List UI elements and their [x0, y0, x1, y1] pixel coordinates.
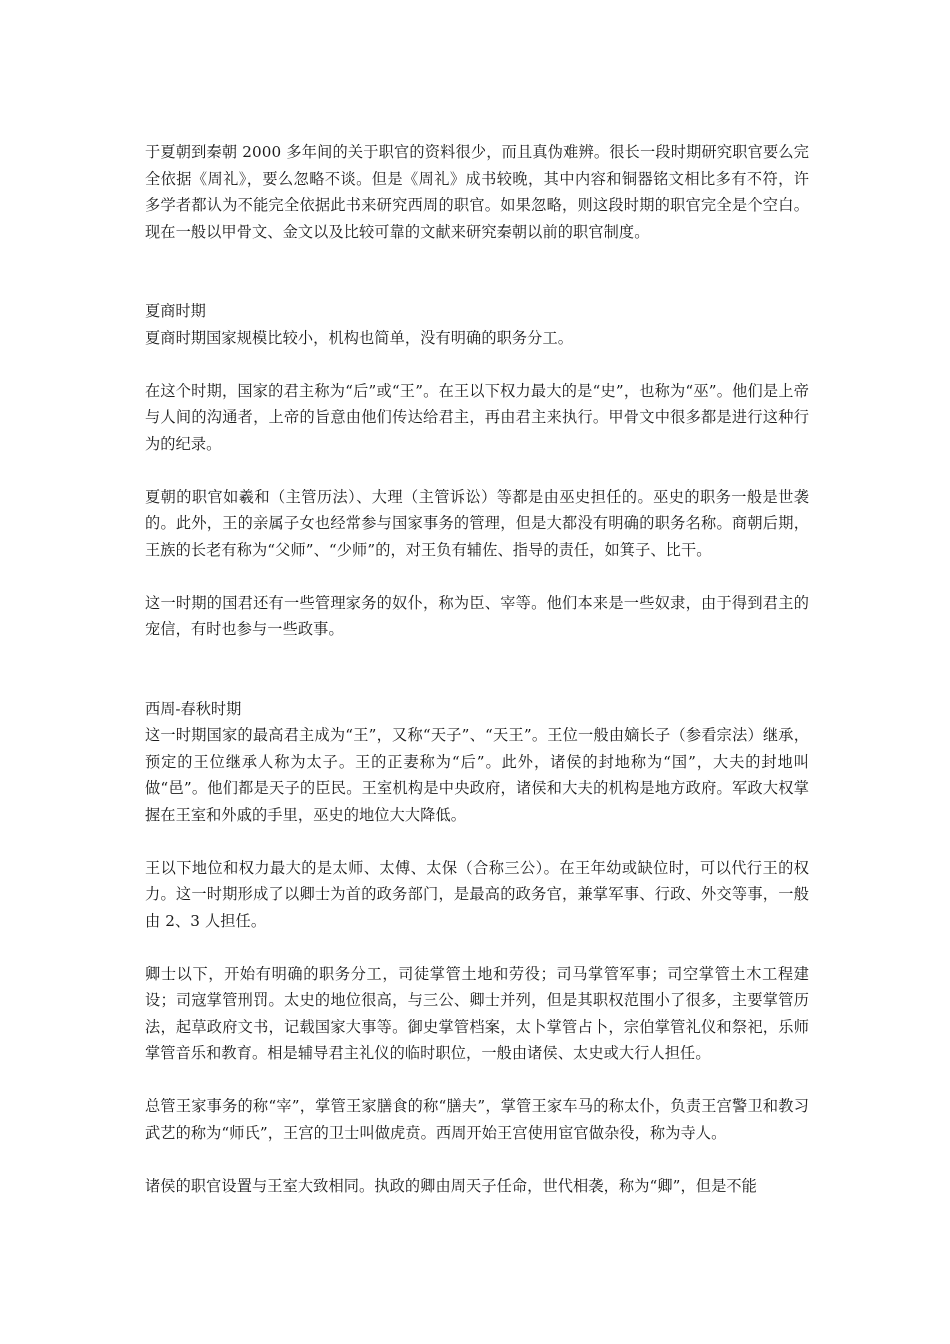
- paragraph: 夏朝的职官如羲和（主管历法）、大理（主管诉讼）等都是由巫史担任的。巫史的职务一般是世袭的。此外，王的亲属子女也经常参与国家事务的管理，但是大都没有明确的职务名称。商朝后期，王族的长老有称为“父师”、“少师”的，对王负有辅佐、指导的责任，如箕子、比干。: [145, 487, 809, 559]
- paragraph: 卿士以下，开始有明确的职务分工，司徒掌管土地和劳役；司马掌管军事；司空掌管土木工程建设；司寇掌管刑罚。太史的地位很高，与三公、卿士并列，但是其职权范围小了很多，主要掌管历法，起草政府文书，记载国家大事等。御史掌管档案，太卜掌管占卜，宗伯掌管礼仪和祭祀，乐师掌管音乐和教育。相是辅导君主礼仪的临时职位，一般由诸侯、太史或大行人担任。: [145, 964, 809, 1062]
- paragraph: 诸侯的职官设置与王室大致相同。执政的卿由周天子任命，世代相袭，称为“卿”，但是不能: [145, 1176, 757, 1195]
- paragraph: 夏商时期国家规模比较小，机构也简单，没有明确的职务分工。: [145, 328, 574, 347]
- document-page: [145, 139, 809, 1199]
- section-heading-western-zhou: 西周-春秋时期: [145, 699, 242, 718]
- intro-paragraph: 于夏朝到秦朝 2000 多年间的关于职官的资料很少，而且真伪难辨。很长一段时期研究职官要么完全依据《周礼》，要么忽略不谈。但是《周礼》成书较晚，其中内容和铜器铭文相比多有不符，许多学者都认为不能完全依据此书来研究西周的职官。如果忽略，则这段时期的职官完全是个空白。现在一般以甲骨文、金文以及比较可靠的文献来研究秦朝以前的职官制度。: [145, 143, 809, 241]
- paragraph: 王以下地位和权力最大的是太师、太傅、太保（合称三公）。在王年幼或缺位时，可以代行王的权力。这一时期形成了以卿士为首的政务部门，是最高的政务官，兼掌军事、行政、外交等事，一般由 2、3 人担任。: [145, 858, 809, 930]
- spacer: [145, 563, 809, 590]
- spacer: [145, 643, 809, 696]
- section-heading-xia-shang: 夏商时期: [145, 302, 206, 320]
- paragraph: 在这个时期，国家的君主称为“后”或“王”。在王以下权力最大的是“史”，也称为“巫”。他们是上帝与人间的沟通者，上帝的旨意由他们传达给君主，再由君主来执行。甲骨文中很多都是进行这种行为的纪录。: [145, 381, 809, 453]
- spacer: [145, 934, 809, 961]
- spacer: [145, 245, 809, 298]
- spacer: [145, 1067, 809, 1094]
- paragraph: 这一时期的国君还有一些管理家务的奴仆，称为臣、宰等。他们本来是一些奴隶，由于得到君主的宠信，有时也参与一些政事。: [145, 593, 809, 638]
- spacer: [145, 828, 809, 855]
- spacer: [145, 1146, 809, 1173]
- spacer: [145, 457, 809, 484]
- spacer: [145, 351, 809, 378]
- paragraph: 这一时期国家的最高君主成为“王”，又称“天子”、“天王”。王位一般由嫡长子（参看宗法）继承，预定的王位继承人称为太子。王的正妻称为“后”。此外，诸侯的封地称为“国”，大夫的封地叫做“邑”。他们都是天子的臣民。王室机构是中央政府，诸侯和大夫的机构是地方政府。军政大权掌握在王室和外戚的手里，巫史的地位大大降低。: [145, 726, 809, 824]
- paragraph: 总管王家事务的称“宰”，掌管王家膳食的称“膳夫”，掌管王家车马的称太仆，负责王宫警卫和教习武艺的称为“师氏”，王宫的卫士叫做虎贲。西周开始王宫使用宦官做杂役，称为寺人。: [145, 1097, 809, 1142]
